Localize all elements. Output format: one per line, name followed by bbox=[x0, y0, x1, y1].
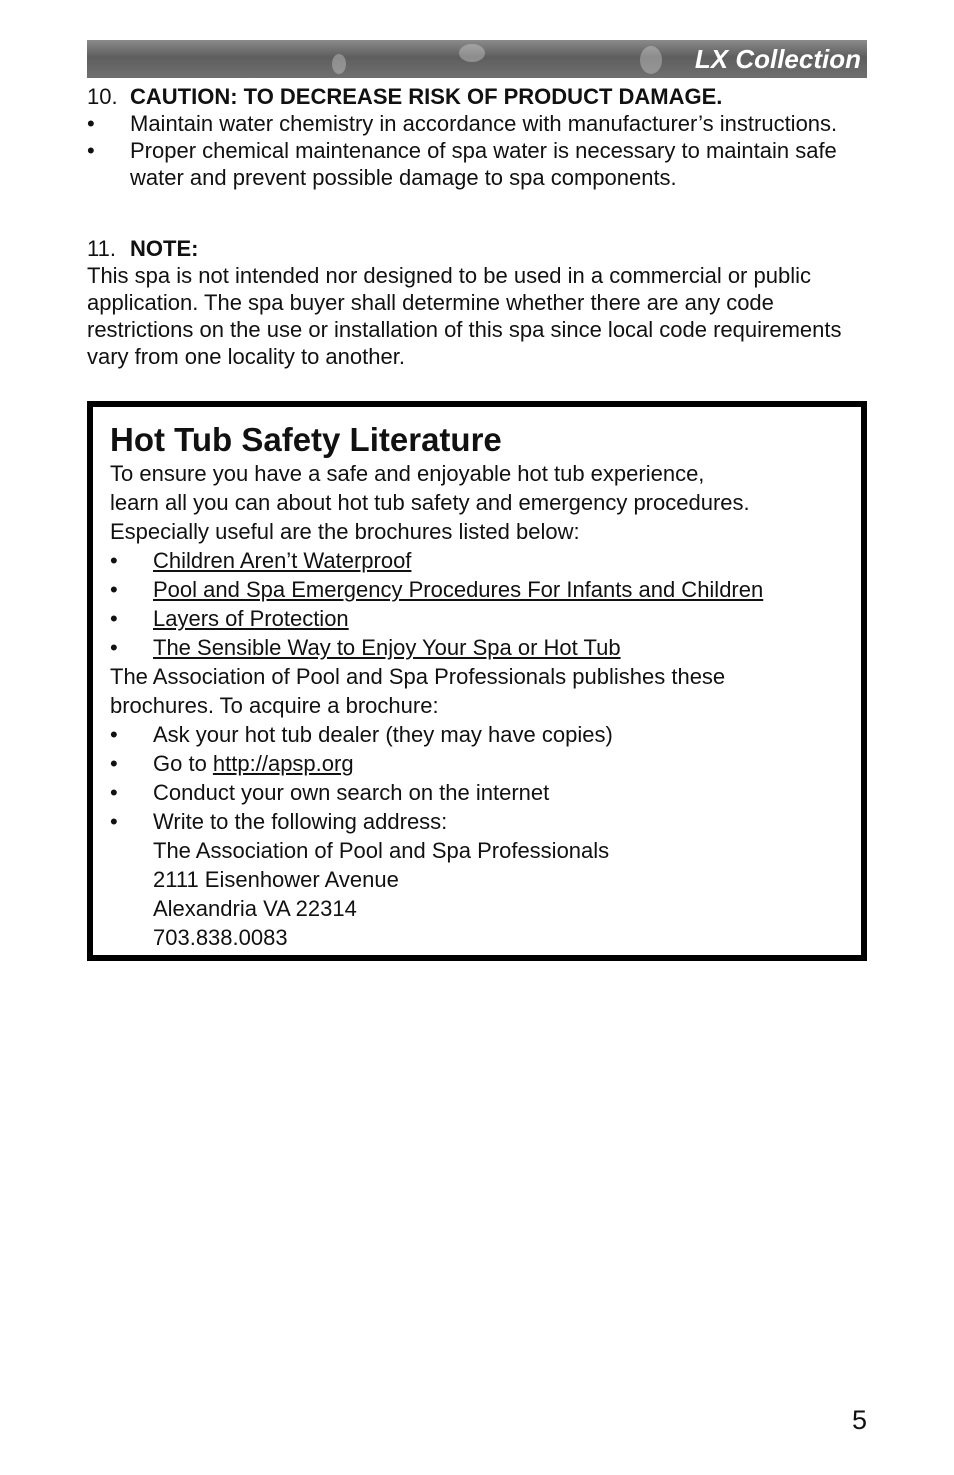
water-drop-decoration bbox=[459, 44, 485, 62]
list-item bbox=[87, 137, 867, 191]
collection-title: LX Collection bbox=[694, 44, 861, 74]
caution-bullet-text: Maintain water chemistry in accordance with manufacturer’s instructions. bbox=[130, 111, 838, 136]
bullet: • bbox=[110, 606, 118, 631]
address-line: Alexandria VA 22314 bbox=[153, 896, 357, 921]
list-item bbox=[110, 604, 841, 633]
bullet: • bbox=[87, 138, 95, 163]
intro-line: Especially useful are the brochures listed below: bbox=[110, 519, 580, 544]
bullet: • bbox=[110, 809, 118, 834]
list-item bbox=[110, 778, 841, 807]
phone-number: 703.838.0083 bbox=[153, 925, 288, 950]
note-body: This spa is not intended nor designed to be used in a commercial or public application. The spa buyer shall determine whether there are any code restrictions on the use or installation of this spa since local code requirements vary from one locality to another. bbox=[87, 263, 842, 369]
list-item bbox=[110, 633, 841, 662]
publisher-line: The Association of Pool and Spa Professionals publishes these bbox=[110, 664, 726, 689]
header-banner bbox=[87, 40, 867, 78]
intro-line: To ensure you have a safe and enjoyable hot tub experience, bbox=[110, 461, 705, 486]
safety-literature-box bbox=[87, 401, 867, 961]
bullet: • bbox=[110, 751, 118, 776]
apsp-website-link[interactable]: http://apsp.org bbox=[212, 751, 354, 776]
bullet: • bbox=[110, 548, 118, 573]
list-item bbox=[87, 110, 867, 137]
bullet: • bbox=[110, 722, 118, 747]
note-heading: NOTE: bbox=[130, 236, 199, 261]
brochure-link[interactable]: The Sensible Way to Enjoy Your Spa or Hot Tub bbox=[153, 635, 621, 660]
box-title: Hot Tub Safety Literature bbox=[110, 421, 502, 458]
bullet: • bbox=[87, 111, 95, 136]
bullet: • bbox=[110, 577, 118, 602]
intro-line: learn all you can about hot tub safety and emergency procedures. bbox=[110, 490, 750, 515]
page-number: 5 bbox=[851, 1405, 867, 1435]
note-section bbox=[87, 235, 867, 370]
address-line: The Association of Pool and Spa Professionals bbox=[153, 838, 610, 863]
mailing-address bbox=[110, 836, 841, 952]
acquire-goto-prefix: Go to bbox=[153, 751, 213, 776]
water-drop-decoration bbox=[640, 46, 662, 74]
list-item bbox=[110, 546, 841, 575]
acquire-dealer: Ask your hot tub dealer (they may have copies) bbox=[153, 722, 613, 747]
item-number: 10. bbox=[87, 84, 118, 109]
brochure-link[interactable]: Layers of Protection bbox=[153, 606, 349, 631]
list-item bbox=[110, 720, 841, 749]
address-line: 2111 Eisenhower Avenue bbox=[153, 867, 399, 892]
acquire-write: Write to the following address: bbox=[153, 809, 448, 834]
brochure-link[interactable]: Pool and Spa Emergency Procedures For Infants and Children bbox=[153, 577, 764, 602]
water-drop-decoration bbox=[332, 54, 346, 74]
caution-heading: CAUTION: TO DECREASE RISK OF PRODUCT DAMAGE. bbox=[130, 84, 723, 109]
caution-bullet-text: Proper chemical maintenance of spa water is necessary to maintain safe water and prevent possible damage to spa components. bbox=[130, 138, 837, 190]
bullet: • bbox=[110, 780, 118, 805]
list-item bbox=[110, 749, 841, 778]
bullet: • bbox=[110, 635, 118, 660]
list-item bbox=[110, 575, 841, 604]
brochure-link[interactable]: Children Aren’t Waterproof bbox=[153, 548, 412, 573]
publisher-line: brochures. To acquire a brochure: bbox=[110, 693, 439, 718]
caution-section bbox=[87, 83, 867, 191]
list-item bbox=[110, 807, 841, 836]
acquire-search: Conduct your own search on the internet bbox=[153, 780, 550, 805]
item-number: 11. bbox=[87, 236, 116, 261]
